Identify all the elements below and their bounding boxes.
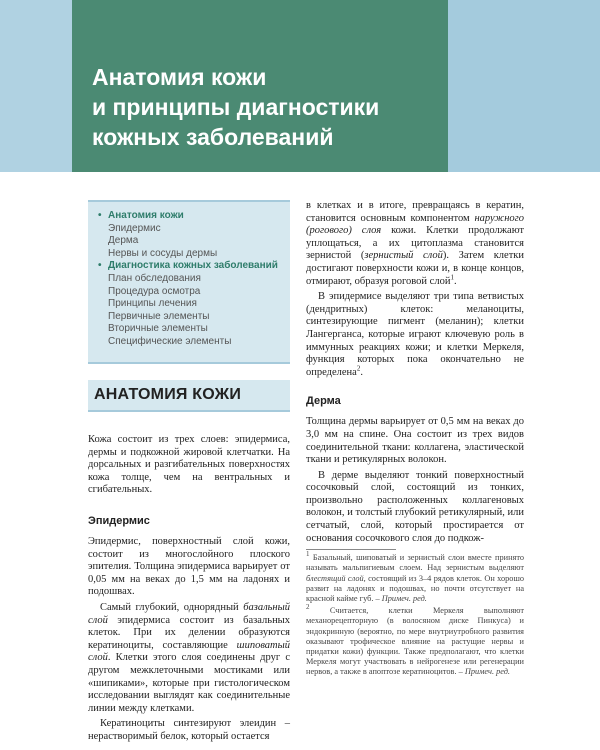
keratin-paragraph: в клетках и в итоге, превращаясь в кератин, становится основным компонентом наружного (рогового) слоя кожи. Клетки продолжают уплощаться, а их цитоплазма становится зернистой (зернистый слой). Затем клетки достигают поверхности кожи и, в конце концов, отмирают, образуя роговой слой$^1$. bbox=[306, 200, 524, 287]
section-heading-bar bbox=[88, 380, 290, 412]
right-column bbox=[306, 200, 524, 678]
epidermis-paragraph-2: Самый глубокий, однорядный базальный слой эпидермиса состоит из базальных клеток. При их делении образуются кератиноциты, составляющие шиповатый слой. Клетки этого слоя соединены друг с другом межклеточными мостиками или «шипиками», которые при гистологическом исследовании выглядят как соединительные линии между клетками. bbox=[88, 601, 290, 714]
footnotes bbox=[306, 550, 525, 677]
term-basal-layer: базальный слой bbox=[88, 601, 290, 626]
footnote-ref-2[interactable]: 2 bbox=[356, 364, 361, 373]
toc-item-epidermis[interactable]: Эпидермис bbox=[108, 222, 161, 234]
toc-section-diagnostics[interactable]: • Диагностика кожных заболеваний bbox=[98, 260, 282, 273]
term-granular-layer: зернистый слой bbox=[364, 250, 443, 262]
derma-paragraph-1: Толщина дермы варьирует от 0,5 мм на веках до 3,0 мм на спине. Она состоит из трех видов соединительной ткани: коллагена, эластической ткани и ретикулярных волокон. bbox=[306, 416, 524, 466]
left-column bbox=[88, 200, 290, 743]
term-spinous-layer: шиповатый слой bbox=[88, 639, 290, 664]
epidermis-heading: Эпидермис bbox=[88, 514, 150, 527]
toc-item-nerves-vessels[interactable]: Нервы и сосуды дермы bbox=[108, 247, 218, 259]
toc-item-primary-elements[interactable]: Первичные элементы bbox=[108, 310, 210, 322]
dendritic-cells-paragraph: В эпидермисе выделяют три типа ветвистых (дендритных) клеток: меланоциты, синтезирующие пигмент (меланин); клетки Лангерганса, которые играют ключевую роль в иммунных реакциях кожи; и клетки Меркеля, функция которых пока окончательно не определена$^2$. bbox=[306, 291, 524, 378]
footnote-1: $^1$ Базальный, шиповатый и зернистый слои вместе принято называть мальпигиевым слоем. Над зернистым выделяют блестящий слой, состоящий из 3–4 рядов клеток. Он хорошо развит на ладонях и подошвах, но почти отсутствует на красной кайме губ. – Примеч. ред. bbox=[306, 550, 525, 604]
chapter-title bbox=[92, 62, 452, 152]
toc-section-anatomy[interactable]: • Анатомия кожи bbox=[98, 210, 282, 223]
toc-item-exam-plan[interactable]: План обследования bbox=[108, 272, 201, 284]
chapter-contents-box bbox=[88, 200, 290, 364]
toc-item-treatment-principles[interactable]: Принципы лечения bbox=[108, 298, 197, 310]
term-horny-layer: наружного (рогового) слоя bbox=[306, 212, 524, 237]
toc-item-secondary-elements[interactable]: Вторичные элементы bbox=[108, 323, 208, 335]
footnote-ref-1[interactable]: 1 bbox=[450, 273, 454, 282]
toc-item-specific-elements[interactable]: Специфические элементы bbox=[108, 335, 232, 347]
header-accent-block bbox=[448, 0, 600, 172]
chapter-title-line: Анатомия кожи bbox=[92, 64, 267, 90]
section-heading: АНАТОМИЯ КОЖИ bbox=[94, 386, 242, 403]
toc-item-exam-procedure[interactable]: Процедура осмотра bbox=[108, 285, 201, 297]
toc-item-derma[interactable]: Дерма bbox=[108, 235, 139, 247]
footnote-divider bbox=[306, 549, 396, 550]
chapter-title-line: и принципы диагностики bbox=[92, 94, 380, 120]
chapter-title-line: кожных заболеваний bbox=[92, 124, 334, 150]
epidermis-paragraph-1: Эпидермис, поверхностный слой кожи, состоит из многослойного плоского эпителия. Толщина эпидермиса варьирует от 0,05 мм на веках до 1,5 мм на ладонях и подошвах. bbox=[88, 535, 290, 598]
footnote-2: $^2$ Считается, клетки Меркеля выполняют механорецепторную (в волосяном диске Пинкуса) и эндокринную (вероятно, по мере внутриутробного развития оказывают трофическое влияние на растущие нервы и придатки кожи) функции. Также предполагают, что клетки Меркеля могут участвовать в нейрогенезе или регенерации нервов, а также в апоптозе кератиноцитов. – Примеч. ред. bbox=[306, 603, 525, 677]
derma-paragraph-2: В дерме выделяют тонкий поверхностный сосочковый слой, состоящий из тонких, произвольно расположенных коллагеновых волокон, и толстый глубокий ретикулярный, или сетчатый, слой, который простирается от основания сосочкового слоя до подкож- bbox=[306, 469, 524, 544]
intro-paragraph: Кожа состоит из трех слоев: эпидермиса, дермы и подкожной жировой клетчатки. На дорсальных и разгибательных поверхностях кожа толще, чем на вентральных и сгибательных. bbox=[88, 434, 290, 496]
epidermis-paragraph-3: Кератиноциты синтезируют элеидин – нерастворимый белок, который остается bbox=[88, 718, 290, 742]
derma-heading: Дерма bbox=[306, 395, 341, 408]
